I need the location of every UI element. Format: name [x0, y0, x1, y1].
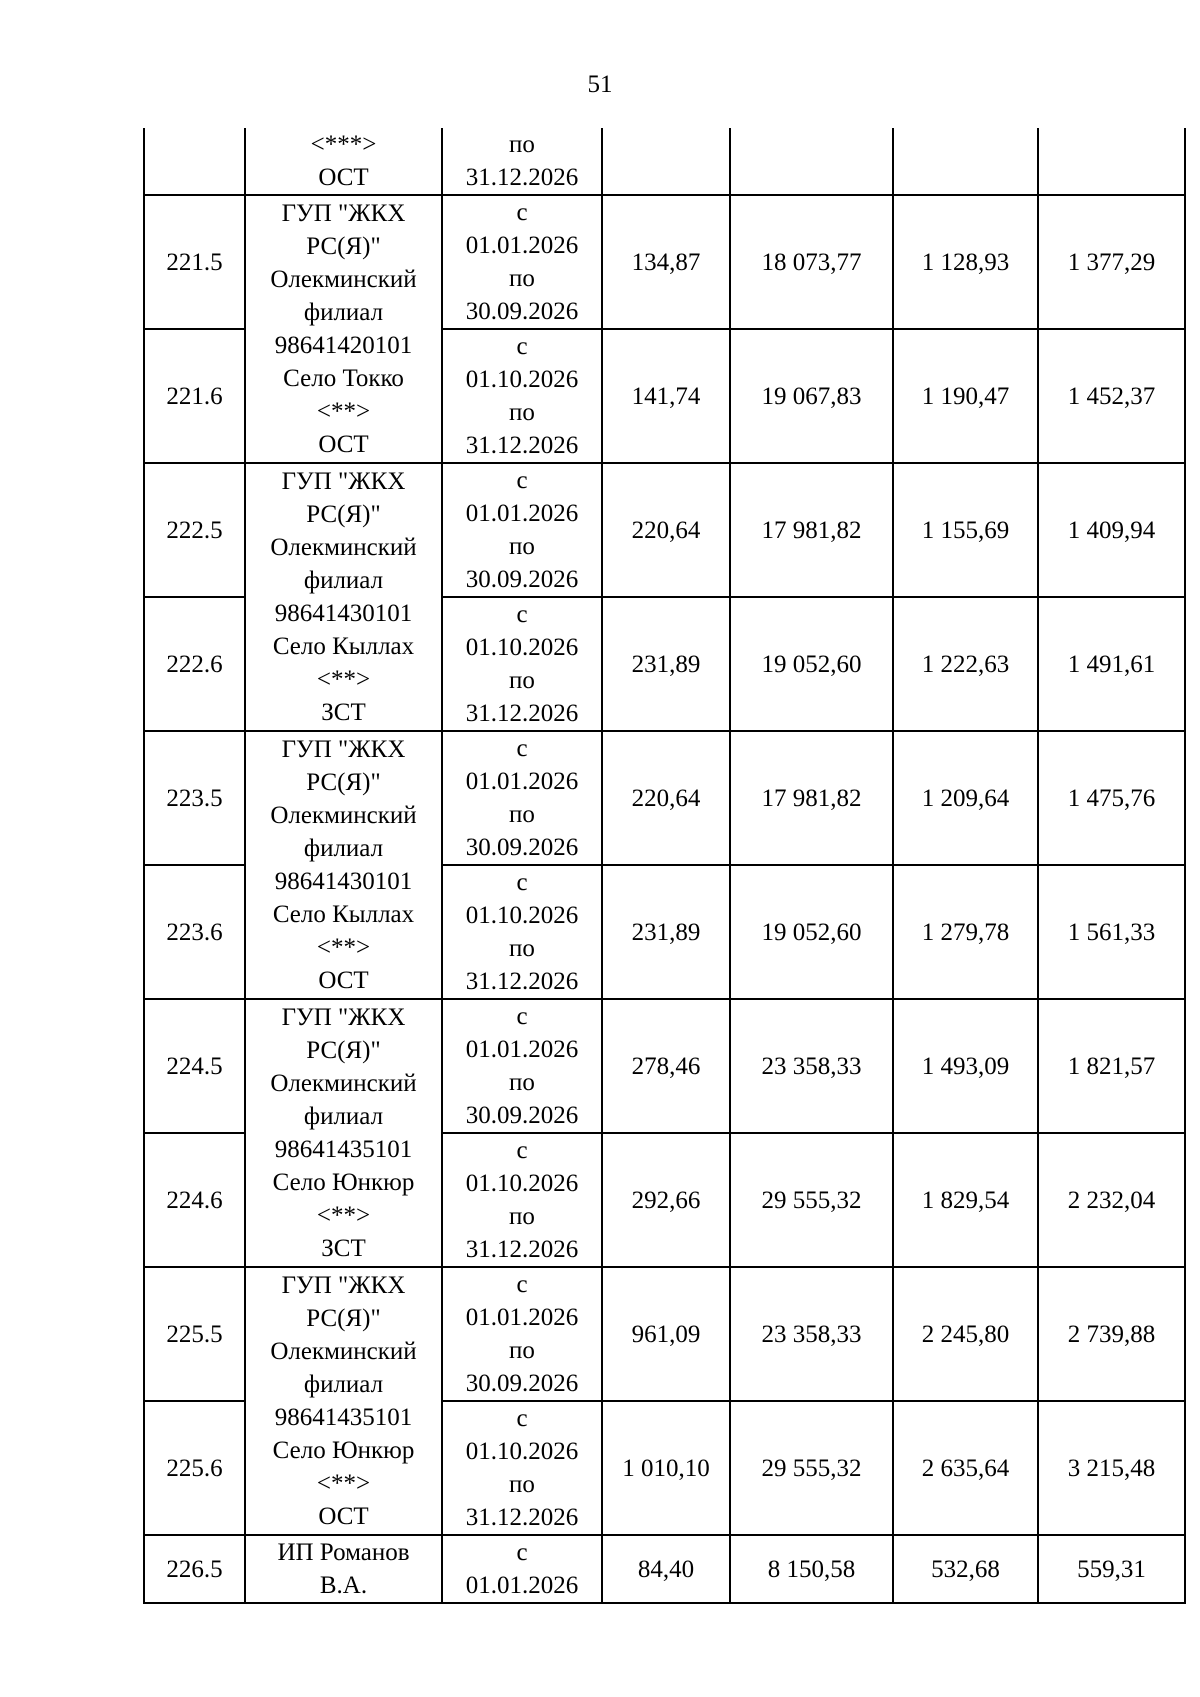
page-number: 51: [587, 71, 613, 98]
period-line: 31.12.2026: [465, 968, 579, 995]
period-line: с: [516, 1271, 528, 1298]
period-line: 01.10.2026: [465, 1170, 579, 1197]
organization-cell: [245, 463, 442, 731]
value-cell: 1 190,47: [893, 329, 1038, 463]
value-cell: 2 232,04: [1038, 1133, 1185, 1267]
organization-line: В.А.: [319, 1572, 368, 1599]
value-cell: 17 981,82: [730, 731, 893, 865]
organization-line: ГУП "ЖКХ: [281, 468, 406, 495]
period-line: с: [516, 199, 528, 226]
value-cell: 1 821,57: [1038, 999, 1185, 1133]
organization-line: ГУП "ЖКХ: [281, 736, 406, 763]
value-cell: [602, 128, 730, 195]
period-cell: [442, 597, 602, 731]
period-line: по: [509, 1471, 535, 1498]
period-line: 01.01.2026: [465, 232, 579, 259]
value-cell: 1 010,10: [602, 1401, 730, 1535]
period-line: по: [509, 667, 535, 694]
value-cell: 18 073,77: [730, 195, 893, 329]
organization-line: филиал: [303, 835, 384, 862]
organization-line: 98641420101: [274, 332, 413, 359]
value-cell: 1 829,54: [893, 1133, 1038, 1267]
organization-line: 98641435101: [274, 1136, 413, 1163]
period-line: 01.10.2026: [465, 366, 579, 393]
value-cell: 134,87: [602, 195, 730, 329]
row-number: 223.6: [144, 865, 245, 999]
period-line: с: [516, 1137, 528, 1164]
row-number: 224.6: [144, 1133, 245, 1267]
organization-line: ИП Романов: [277, 1539, 410, 1566]
period-line: 01.10.2026: [465, 1438, 579, 1465]
organization-line: 98641430101: [274, 600, 413, 627]
period-line: 31.12.2026: [465, 1504, 579, 1531]
row-number: 222.6: [144, 597, 245, 731]
period-cell: [442, 195, 602, 329]
table-row: [144, 463, 1185, 597]
organization-line: Олекминский: [270, 1070, 417, 1097]
value-cell: 1 279,78: [893, 865, 1038, 999]
period-line: 01.01.2026: [465, 1304, 579, 1331]
value-cell: 23 358,33: [730, 1267, 893, 1401]
organization-cell: [245, 128, 442, 195]
value-cell: 278,46: [602, 999, 730, 1133]
period-cell: [442, 329, 602, 463]
period-line: с: [516, 1539, 528, 1566]
organization-cell: [245, 731, 442, 999]
period-line: с: [516, 1405, 528, 1432]
organization-cell: [245, 999, 442, 1267]
value-cell: 231,89: [602, 865, 730, 999]
organization-line: РС(Я)": [306, 1305, 381, 1332]
organization-line: РС(Я)": [306, 501, 381, 528]
value-cell: 231,89: [602, 597, 730, 731]
value-cell: 961,09: [602, 1267, 730, 1401]
value-cell: 141,74: [602, 329, 730, 463]
value-cell: 17 981,82: [730, 463, 893, 597]
organization-line: 98641435101: [274, 1404, 413, 1431]
organization-line: ЗСТ: [321, 1235, 366, 1262]
row-number: 226.5: [144, 1535, 245, 1603]
period-line: 01.10.2026: [465, 634, 579, 661]
table-row: [144, 1267, 1185, 1401]
organization-line: Олекминский: [270, 1338, 417, 1365]
period-line: по: [509, 265, 535, 292]
period-line: по: [509, 533, 535, 560]
organization-line: филиал: [303, 1371, 384, 1398]
period-line: 01.10.2026: [465, 902, 579, 929]
period-cell: [442, 128, 602, 195]
period-cell: [442, 865, 602, 999]
value-cell: 1 493,09: [893, 999, 1038, 1133]
period-line: по: [509, 1069, 535, 1096]
value-cell: 1 491,61: [1038, 597, 1185, 731]
period-cell: [442, 1401, 602, 1535]
organization-line: филиал: [303, 567, 384, 594]
period-line: 01.01.2026: [465, 1572, 579, 1599]
value-cell: [1038, 128, 1185, 195]
value-cell: 1 155,69: [893, 463, 1038, 597]
period-line: с: [516, 333, 528, 360]
period-line: по: [509, 935, 535, 962]
period-cell: [442, 463, 602, 597]
value-cell: 2 635,64: [893, 1401, 1038, 1535]
value-cell: 532,68: [893, 1535, 1038, 1603]
organization-line: ГУП "ЖКХ: [281, 1272, 406, 1299]
period-line: 31.12.2026: [465, 164, 579, 191]
row-number: 222.5: [144, 463, 245, 597]
organization-line: Село Юнкюр: [272, 1437, 415, 1464]
value-cell: 1 452,37: [1038, 329, 1185, 463]
value-cell: 8 150,58: [730, 1535, 893, 1603]
row-number: 224.5: [144, 999, 245, 1133]
table-row: [144, 999, 1185, 1133]
value-cell: 84,40: [602, 1535, 730, 1603]
value-cell: 1 475,76: [1038, 731, 1185, 865]
value-cell: 220,64: [602, 731, 730, 865]
value-cell: [730, 128, 893, 195]
value-cell: 2 739,88: [1038, 1267, 1185, 1401]
period-line: по: [509, 399, 535, 426]
organization-line: филиал: [303, 299, 384, 326]
organization-line: Олекминский: [270, 266, 417, 293]
organization-line: ОСТ: [318, 431, 369, 458]
organization-cell: [245, 195, 442, 463]
organization-line: ОСТ: [318, 967, 369, 994]
value-cell: 559,31: [1038, 1535, 1185, 1603]
organization-line: РС(Я)": [306, 769, 381, 796]
table-row: [144, 1535, 1185, 1603]
period-line: 30.09.2026: [465, 834, 579, 861]
table-row: [144, 128, 1185, 195]
period-line: с: [516, 869, 528, 896]
organization-line: Село Юнкюр: [272, 1169, 415, 1196]
row-number: 223.5: [144, 731, 245, 865]
period-line: с: [516, 601, 528, 628]
table-row: [144, 195, 1185, 329]
value-cell: 1 561,33: [1038, 865, 1185, 999]
period-line: 31.12.2026: [465, 1236, 579, 1263]
period-line: 01.01.2026: [465, 768, 579, 795]
value-cell: 1 377,29: [1038, 195, 1185, 329]
value-cell: 19 067,83: [730, 329, 893, 463]
organization-line: <**>: [316, 1470, 371, 1497]
organization-line: Село Кыллах: [272, 901, 415, 928]
organization-cell: [245, 1267, 442, 1535]
organization-line: ГУП "ЖКХ: [281, 1004, 406, 1031]
period-cell: [442, 999, 602, 1133]
table-row: [144, 731, 1185, 865]
period-line: 31.12.2026: [465, 700, 579, 727]
value-cell: 19 052,60: [730, 865, 893, 999]
value-cell: 1 128,93: [893, 195, 1038, 329]
row-number: [144, 128, 245, 195]
value-cell: 19 052,60: [730, 597, 893, 731]
row-number: 221.5: [144, 195, 245, 329]
period-line: по: [509, 1203, 535, 1230]
row-number: 225.5: [144, 1267, 245, 1401]
period-line: по: [509, 801, 535, 828]
organization-line: <**>: [316, 1202, 371, 1229]
value-cell: 292,66: [602, 1133, 730, 1267]
organization-line: Село Токко: [283, 365, 404, 392]
organization-line: 98641430101: [274, 868, 413, 895]
period-cell: [442, 1133, 602, 1267]
organization-line: <**>: [316, 398, 371, 425]
period-line: 30.09.2026: [465, 1370, 579, 1397]
value-cell: 29 555,32: [730, 1401, 893, 1535]
organization-line: ОСТ: [318, 1503, 369, 1530]
period-line: 01.01.2026: [465, 500, 579, 527]
period-line: 01.01.2026: [465, 1036, 579, 1063]
value-cell: 23 358,33: [730, 999, 893, 1133]
period-line: с: [516, 735, 528, 762]
organization-line: <**>: [316, 934, 371, 961]
value-cell: 220,64: [602, 463, 730, 597]
organization-line: РС(Я)": [306, 1037, 381, 1064]
row-number: 221.6: [144, 329, 245, 463]
organization-line: Олекминский: [270, 802, 417, 829]
period-line: 30.09.2026: [465, 298, 579, 325]
organization-line: Село Кыллах: [272, 633, 415, 660]
period-cell: [442, 1535, 602, 1603]
value-cell: 1 222,63: [893, 597, 1038, 731]
value-cell: 1 409,94: [1038, 463, 1185, 597]
organization-line: ЗСТ: [321, 699, 366, 726]
period-line: 31.12.2026: [465, 432, 579, 459]
tariff-table: [143, 128, 1186, 1604]
period-line: с: [516, 1003, 528, 1030]
value-cell: 3 215,48: [1038, 1401, 1185, 1535]
value-cell: [893, 128, 1038, 195]
organization-line: ГУП "ЖКХ: [281, 200, 406, 227]
value-cell: 29 555,32: [730, 1133, 893, 1267]
organization-line: Олекминский: [270, 534, 417, 561]
period-cell: [442, 1267, 602, 1401]
value-cell: 2 245,80: [893, 1267, 1038, 1401]
organization-cell: [245, 1535, 442, 1603]
organization-line: РС(Я)": [306, 233, 381, 260]
period-line: 30.09.2026: [465, 566, 579, 593]
value-cell: 1 209,64: [893, 731, 1038, 865]
row-number: 225.6: [144, 1401, 245, 1535]
organization-line: <***>: [310, 131, 377, 158]
period-line: по: [509, 1337, 535, 1364]
organization-line: <**>: [316, 666, 371, 693]
period-line: с: [516, 467, 528, 494]
organization-line: филиал: [303, 1103, 384, 1130]
period-line: 30.09.2026: [465, 1102, 579, 1129]
period-cell: [442, 731, 602, 865]
period-line: по: [509, 131, 535, 158]
organization-line: ОСТ: [318, 164, 369, 191]
